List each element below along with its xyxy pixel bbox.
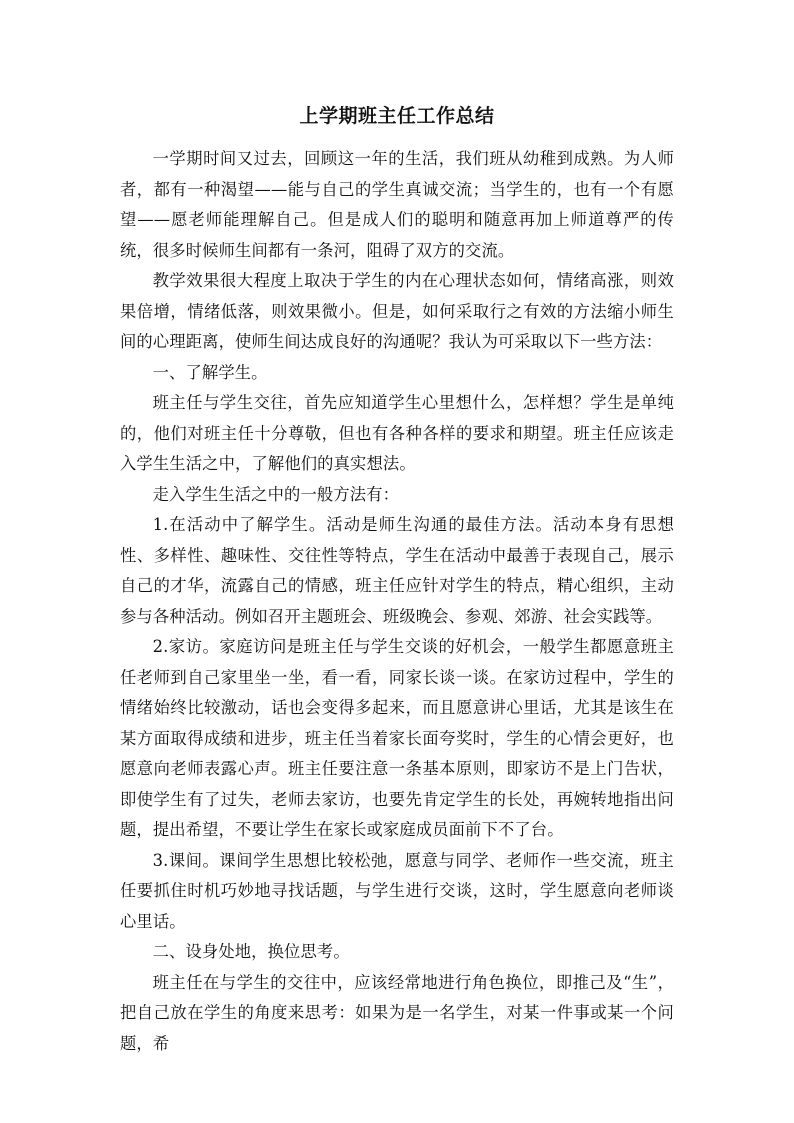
document-body	[120, 96, 674, 1059]
paragraph-method-break-time: 3.课间。课间学生思想比较松弛，愿意与同学、老师作一些交流，班主任要抓住时机巧妙地寻找话题，与学生进行交谈，这时，学生愿意向老师谈心里话。	[120, 850, 674, 931]
paragraph-method-activities: 1.在活动中了解学生。活动是师生沟通的最佳方法。活动本身有思想性、多样性、趣味性、交往性等特点，学生在活动中最善于表现自己，展示自己的才华，流露自己的情感，班主任应针对学生的特点，精心组织，主动参与各种活动。例如召开主题班会、班级晚会、参观、郊游、社会实践等。	[120, 515, 674, 626]
paragraph-intro: 一学期时间又过去，回顾这一年的生活，我们班从幼稚到成熟。为人师者，都有一种渴望——能与自己的学生真诚交流；当学生的，也有一个有愿望——愿老师能理解自己。但是成人们的聪明和随意再加上师道尊严的传统，很多时候师生间都有一条河，阻碍了双方的交流。	[120, 149, 674, 260]
paragraph-role-reversal: 班主任在与学生的交往中，应该经常地进行角色换位，即推己及“生”，把自己放在学生的角度来思考：如果为是一名学生，对某一件事或某一个问题，希	[120, 972, 674, 1053]
paragraph-teaching-effect: 教学效果很大程度上取决于学生的内在心理状态如何，情绪高涨，则效果倍增，情绪低落，则效果微小。但是，如何采取行之有效的方法缩小师生间的心理距离，使师生间达成良好的沟通呢？我认为可采取以下一些方法：	[120, 271, 674, 351]
paragraph-method-home-visit: 2.家访。家庭访问是班主任与学生交谈的好机会，一般学生都愿意班主任老师到自己家里坐一坐，看一看，同家长谈一谈。在家访过程中，学生的情绪始终比较激动，话也会变得多起来，而且愿意讲心里话，尤其是该生在某方面取得成绩和进步，班主任当着家长面夸奖时，学生的心情会更好，也愿意向老师表露心声。班主任要注意一条基本原则，即家访不是上门告状，即使学生有了过失，老师去家访，也要先肯定学生的长处，再婉转地指出问题，提出希望，不要让学生在家长或家庭成员面前下不了台。	[120, 637, 674, 839]
document-title: 上学期班主任工作总结	[299, 105, 495, 127]
section-heading-understand-students: 一、了解学生。	[152, 362, 268, 382]
paragraph-general-methods: 走入学生生活之中的一般方法有：	[152, 484, 400, 504]
section-heading-empathy: 二、设身处地，换位思考。	[152, 942, 350, 961]
paragraph-teacher-student-interaction: 班主任与学生交往，首先应知道学生心里想什么，怎样想？学生是单纯的，他们对班主任十分尊敬，但也有各种各样的要求和期望。班主任应该走入学生生活之中，了解他们的真实想法。	[120, 393, 674, 473]
